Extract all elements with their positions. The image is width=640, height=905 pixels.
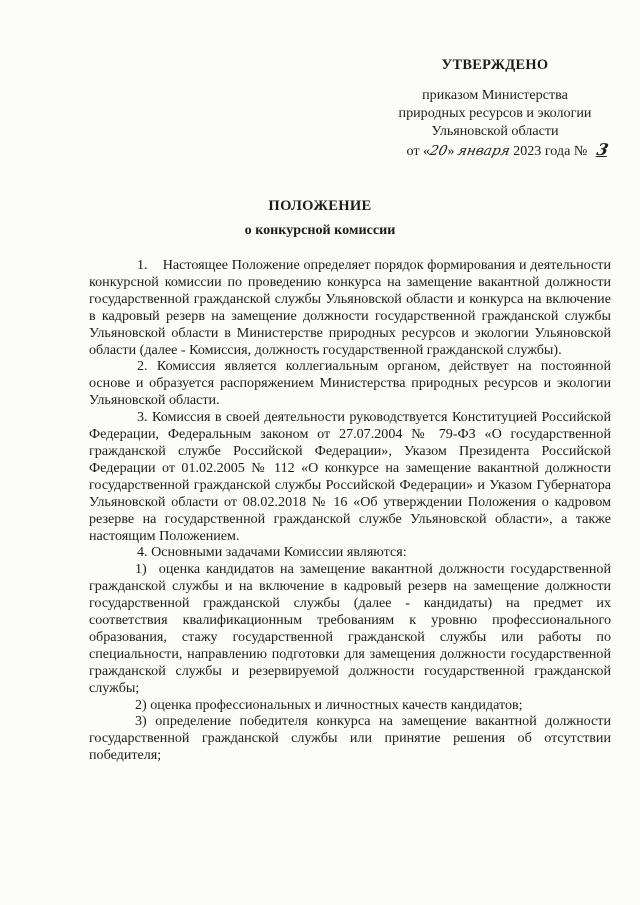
approval-line-2: природных ресурсов и экологии [398, 104, 592, 121]
approval-date-line [372, 140, 618, 161]
approval-block [372, 57, 618, 161]
handwritten-day: 20 [428, 142, 450, 159]
approval-heading: УТВЕРЖДЕНО [441, 57, 549, 73]
paragraph-4-item-3: 3) определение победителя конкурса на замещение вакантной должности государственной гражданской службы или принятие решения об отсутствии победителя; [89, 713, 611, 764]
paragraph-3: 3. Комиссия в своей деятельности руководствуется Конституцией Российской Федерации, Федеральным законом от 27.07.2004 № 79-ФЗ «О государственной гражданской службе Российской Федерации», Указом Президента Российской Федерации от 01.02.2005 № 112 «О конкурсе на замещение вакантной должности государственной гражданской службы Российской Федерации» и Указом Губернатора Ульяновской области от 08.02.2018 № 16 «Об утверждении Положения о кадровом резерве на государственной гражданской службе Ульяновской области», а также настоящим Положением. [89, 409, 611, 544]
date-prefix: от « [406, 142, 431, 159]
document-body [89, 257, 611, 764]
paragraph-2: 2. Комиссия является коллегиальным органом, действует на постоянной основе и образуется распоряжением Министерства природных ресурсов и экологии Ульяновской области. [89, 358, 611, 409]
paragraph-4-item-1: 1) оценка кандидатов на замещение вакантной должности государственной гражданской службы и на включение в кадровый резерв на замещение должности государственной гражданской службы (далее - кандидаты) на предмет их соответствия квалификационным требованиям к уровню профессионального образования, стажу государственной гражданской службы или работы по специальности, направлению подготовки для замещения должности государственной гражданской службы и резервируемой должности государственной гражданской службы; [89, 561, 611, 696]
paragraph-4: 4. Основными задачами Комиссии являются: [137, 544, 407, 561]
paragraph-1: 1. Настоящее Положение определяет порядок формирования и деятельности конкурсной комиссии по проведению конкурса на замещение вакантной должности государственной гражданской службы Ульяновской области и конкурса на включение в кадровый резерв на замещение должности государственной гражданской службы Ульяновской области в Министерстве природных ресурсов и экологии Ульяновской области (далее - Комиссия, должность государственной гражданской службы). [89, 257, 611, 358]
date-mid: » [447, 142, 458, 159]
document-title: ПОЛОЖЕНИЕ [268, 198, 372, 214]
approval-line-3: Ульяновской области [431, 122, 559, 139]
handwritten-order-number: 3 [594, 139, 611, 159]
document-subtitle: о конкурсной комиссии [244, 222, 396, 238]
paragraph-4-item-2: 2) оценка профессиональных и личностных качеств кандидатов; [135, 696, 523, 713]
handwritten-month: января [456, 142, 512, 159]
approval-line-1: приказом Министерства [422, 86, 568, 103]
date-year: 2023 года № [509, 142, 591, 159]
